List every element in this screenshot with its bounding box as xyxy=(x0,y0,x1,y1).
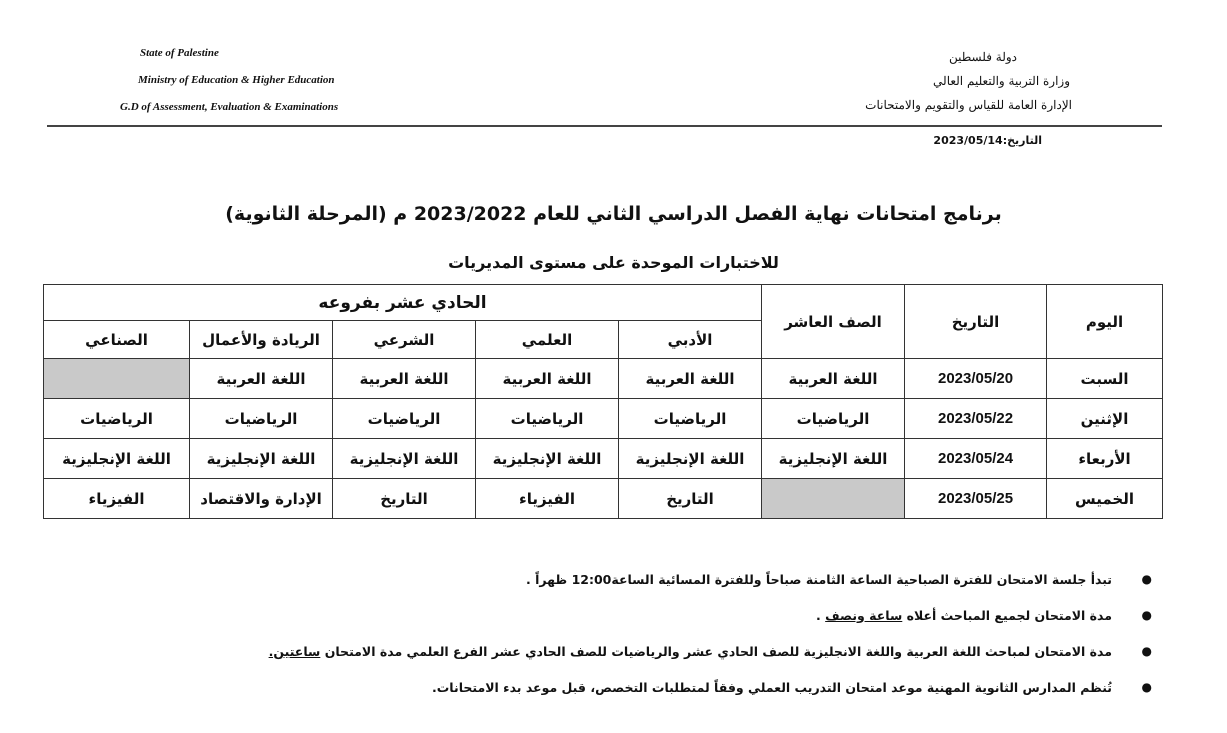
header-ar-line-3: الإدارة العامة للقياس والتقويم والامتحانات xyxy=(865,98,1072,112)
header-branch-scientific: العلمي xyxy=(476,321,619,359)
document-date: التاريخ:2023/05/14 xyxy=(933,134,1042,147)
list-item xyxy=(72,680,1152,716)
header-date: التاريخ xyxy=(905,285,1047,359)
cell-literary: اللغة العربية xyxy=(619,359,762,399)
bullet-icon: ● xyxy=(1141,680,1152,694)
table-row xyxy=(44,399,1163,439)
header-ar-line-2: وزارة التربية والتعليم العالي xyxy=(933,74,1070,88)
cell-date: 2023/05/20 xyxy=(905,359,1047,399)
cell-literary: اللغة الإنجليزية xyxy=(619,439,762,479)
cell-literary: الرياضيات xyxy=(619,399,762,439)
cell-date: 2023/05/25 xyxy=(905,479,1047,519)
header-branch-entrepreneurship: الريادة والأعمال xyxy=(190,321,333,359)
table-row xyxy=(44,479,1163,519)
header-en-line-1: State of Palestine xyxy=(140,47,219,59)
cell-industrial: الرياضيات xyxy=(44,399,190,439)
list-item xyxy=(72,608,1152,644)
page-title: برنامج امتحانات نهاية الفصل الدراسي الثاني للعام 2023/2022 م (المرحلة الثانوية) xyxy=(225,203,1002,225)
cell-day: السبت xyxy=(1047,359,1163,399)
cell-tenth: اللغة الإنجليزية xyxy=(762,439,905,479)
note-text: تبدأ جلسة الامتحان للفترة الصباحية الساعة الثامنة صباحاً وللفترة المسائية الساعة12:00 ظهراً . xyxy=(526,572,1112,587)
cell-tenth: اللغة العربية xyxy=(762,359,905,399)
header-branch-industrial: الصناعي xyxy=(44,321,190,359)
note-text: مدة الامتحان لجميع المباحث أعلاه xyxy=(902,608,1112,623)
header-divider xyxy=(47,125,1162,127)
cell-scientific: اللغة الإنجليزية xyxy=(476,439,619,479)
cell-industrial: الفيزياء xyxy=(44,479,190,519)
cell-entrepreneurship: الرياضيات xyxy=(190,399,333,439)
page-subtitle: للاختبارات الموحدة على مستوى المديريات xyxy=(448,253,779,272)
header-branch-literary: الأدبي xyxy=(619,321,762,359)
cell-religious: اللغة الإنجليزية xyxy=(333,439,476,479)
header-branch-religious: الشرعي xyxy=(333,321,476,359)
notes-list xyxy=(72,572,1152,716)
list-item xyxy=(72,644,1152,680)
note-emphasis: ساعة ونصف xyxy=(825,608,903,623)
cell-literary: التاريخ xyxy=(619,479,762,519)
header-tenth-grade: الصف العاشر xyxy=(762,285,905,359)
note-text: تُنظم المدارس الثانوية المهنية موعد امتحان التدريب العملي وفقاً لمتطلبات التخصص، قبل موعد بدء الامتحانات. xyxy=(432,680,1112,695)
exam-schedule-table xyxy=(43,284,1163,519)
cell-day: الأربعاء xyxy=(1047,439,1163,479)
table-row xyxy=(44,359,1163,399)
cell-industrial: اللغة الإنجليزية xyxy=(44,439,190,479)
cell-religious: الرياضيات xyxy=(333,399,476,439)
cell-entrepreneurship: اللغة الإنجليزية xyxy=(190,439,333,479)
cell-entrepreneurship: الإدارة والاقتصاد xyxy=(190,479,333,519)
cell-scientific: الفيزياء xyxy=(476,479,619,519)
cell-religious: اللغة العربية xyxy=(333,359,476,399)
bullet-icon: ● xyxy=(1141,608,1152,622)
table-row xyxy=(44,439,1163,479)
header-day: اليوم xyxy=(1047,285,1163,359)
note-text-end: . xyxy=(816,608,826,623)
note-emphasis: ساعتين. xyxy=(268,644,321,659)
header-ar-line-1: دولة فلسطين xyxy=(948,50,1017,64)
note-text: مدة الامتحان لمباحث اللغة العربية واللغة الانجليزية للصف الحادي عشر والرياضيات للصف الحادي عشر الفرع العلمي مدة الامتحان xyxy=(320,644,1112,659)
cell-entrepreneurship: اللغة العربية xyxy=(190,359,333,399)
cell-day: الإثنين xyxy=(1047,399,1163,439)
cell-date: 2023/05/22 xyxy=(905,399,1047,439)
list-item xyxy=(72,572,1152,608)
cell-tenth: الرياضيات xyxy=(762,399,905,439)
bullet-icon: ● xyxy=(1141,572,1152,586)
cell-scientific: اللغة العربية xyxy=(476,359,619,399)
cell-religious: التاريخ xyxy=(333,479,476,519)
cell-date: 2023/05/24 xyxy=(905,439,1047,479)
cell-day: الخميس xyxy=(1047,479,1163,519)
header-en-line-3: G.D of Assessment, Evaluation & Examinations xyxy=(120,101,339,113)
bullet-icon: ● xyxy=(1141,644,1152,658)
header-en-line-2: Ministry of Education & Higher Education xyxy=(138,74,335,86)
cell-industrial-empty xyxy=(44,359,190,399)
cell-scientific: الرياضيات xyxy=(476,399,619,439)
cell-tenth-empty xyxy=(762,479,905,519)
header-eleventh-grade: الحادي عشر بفروعه xyxy=(44,285,762,321)
